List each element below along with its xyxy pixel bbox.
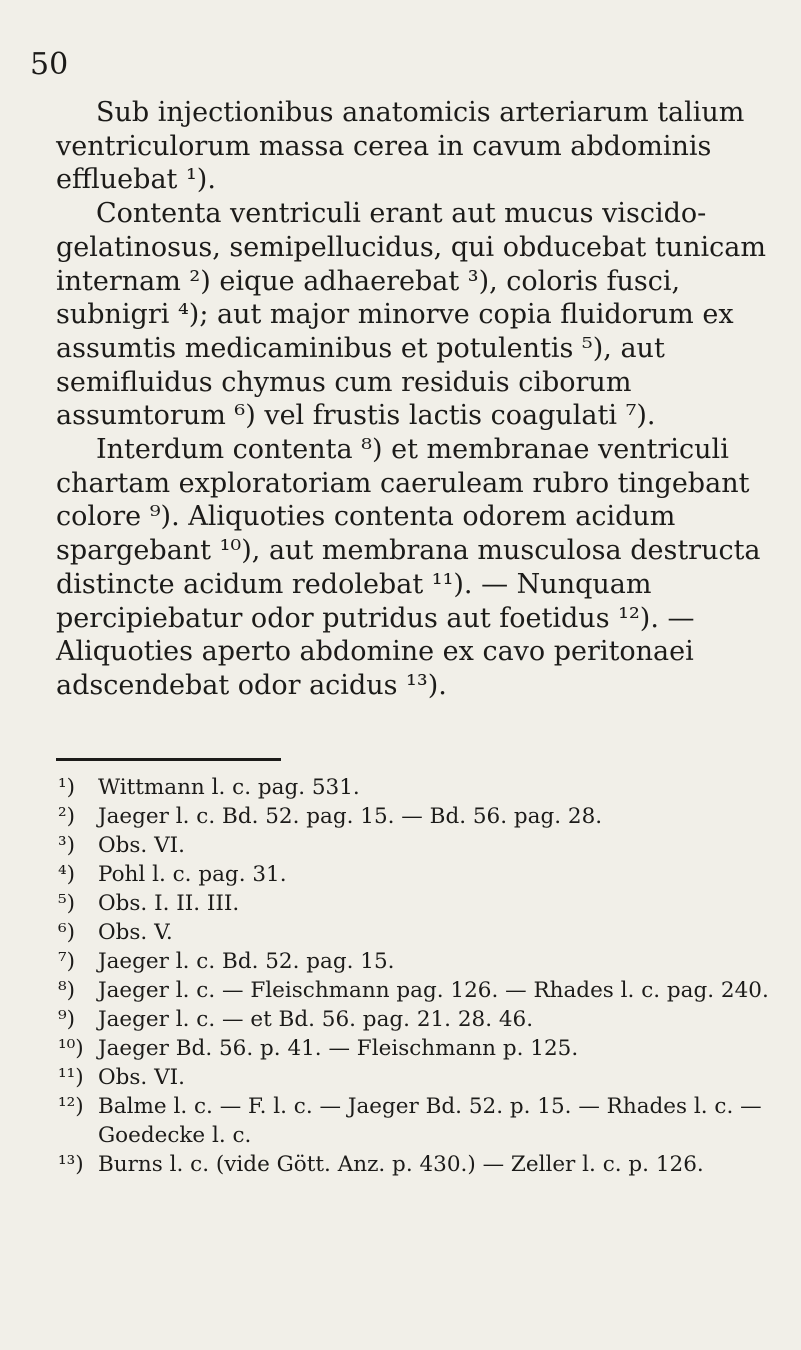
footnote-number: ¹²): [58, 1094, 84, 1119]
footnote-number: ¹¹): [58, 1065, 84, 1090]
footnote-number: ⁴): [58, 862, 76, 887]
footnote: [58, 1092, 793, 1150]
footnote: [58, 802, 793, 831]
footnote: [58, 976, 793, 1005]
footnote: [58, 918, 793, 947]
footnote-text: Obs. V.: [98, 920, 173, 945]
footnote: [58, 1063, 793, 1092]
page-number: 50: [30, 47, 69, 82]
footnote-text: Pohl l. c. pag. 31.: [98, 862, 287, 887]
footnote-text: Jaeger l. c. Bd. 52. pag. 15.: [98, 949, 395, 974]
footnote-text: Burns l. c. (vide Gött. Anz. p. 430.) — Zeller l. c. p. 126.: [98, 1152, 704, 1177]
footnote: [58, 773, 793, 802]
footnote: [58, 1150, 793, 1179]
footnotes: [58, 773, 793, 1179]
footnote-text: Jaeger l. c. — Fleischmann pag. 126. — Rhades l. c. pag. 240.: [98, 978, 769, 1003]
footnote-text: Jaeger Bd. 56. p. 41. — Fleischmann p. 125.: [98, 1036, 579, 1061]
footnote-text: Balme l. c. — F. l. c. — Jaeger Bd. 52. p. 15. — Rhades l. c. — Goedecke l. c.: [98, 1094, 762, 1148]
footnote-number: ¹): [58, 775, 76, 800]
footnote-number: ⁶): [58, 920, 76, 945]
footnote: [58, 1034, 793, 1063]
main-text: [56, 96, 791, 703]
footnote-text: Jaeger l. c. — et Bd. 56. pag. 21. 28. 46.: [98, 1007, 534, 1032]
footnote-number: ¹⁰): [58, 1036, 84, 1061]
footnote-number: ⁵): [58, 891, 76, 916]
footnote-text: Wittmann l. c. pag. 531.: [98, 775, 360, 800]
footnote-number: ⁷): [58, 949, 76, 974]
footnote-text: Obs. I. II. III.: [98, 891, 240, 916]
footnote: [58, 860, 793, 889]
footnote: [58, 889, 793, 918]
paragraph: Contenta ventriculi erant aut mucus viscido-gelatinosus, semipellucidus, qui obducebat tunicam internam ²) eique adhaerebat ³), coloris fusci, subnigri ⁴); aut major minorve copia fluidorum ex assumtis medicaminibus et potulentis ⁵), aut semifluidus chymus cum residuis ciborum assumtorum ⁶) vel frustis lactis coagulati ⁷).: [56, 198, 766, 432]
footnote-number: ⁸): [58, 978, 76, 1003]
footnote-text: Obs. VI.: [98, 833, 185, 858]
footnote-number: ²): [58, 804, 76, 829]
footnote-number: ⁹): [58, 1007, 76, 1032]
paragraph: Interdum contenta ⁸) et membranae ventriculi chartam exploratoriam caeruleam rubro tingebant colore ⁹). Aliquoties contenta odorem acidum spargebant ¹⁰), aut membrana musculosa destructa distincte acidum redolebat ¹¹). — Nunquam percipiebatur odor putridus aut foetidus ¹²). — Aliquoties aperto abdomine ex cavo peritonaei adscendebat odor acidus ¹³).: [56, 434, 761, 701]
footnote-number: ³): [58, 833, 76, 858]
paragraph: Sub injectionibus anatomicis arteriarum talium ventriculorum massa cerea in cavum abdominis effluebat ¹).: [56, 97, 745, 196]
footnote-number: ¹³): [58, 1152, 84, 1177]
footnote-text: Obs. VI.: [98, 1065, 185, 1090]
footnote-text: Jaeger l. c. Bd. 52. pag. 15. — Bd. 56. pag. 28.: [98, 804, 603, 829]
footnote: [58, 1005, 793, 1034]
footnote: [58, 831, 793, 860]
footnote-divider: [56, 758, 281, 761]
footnote: [58, 947, 793, 976]
